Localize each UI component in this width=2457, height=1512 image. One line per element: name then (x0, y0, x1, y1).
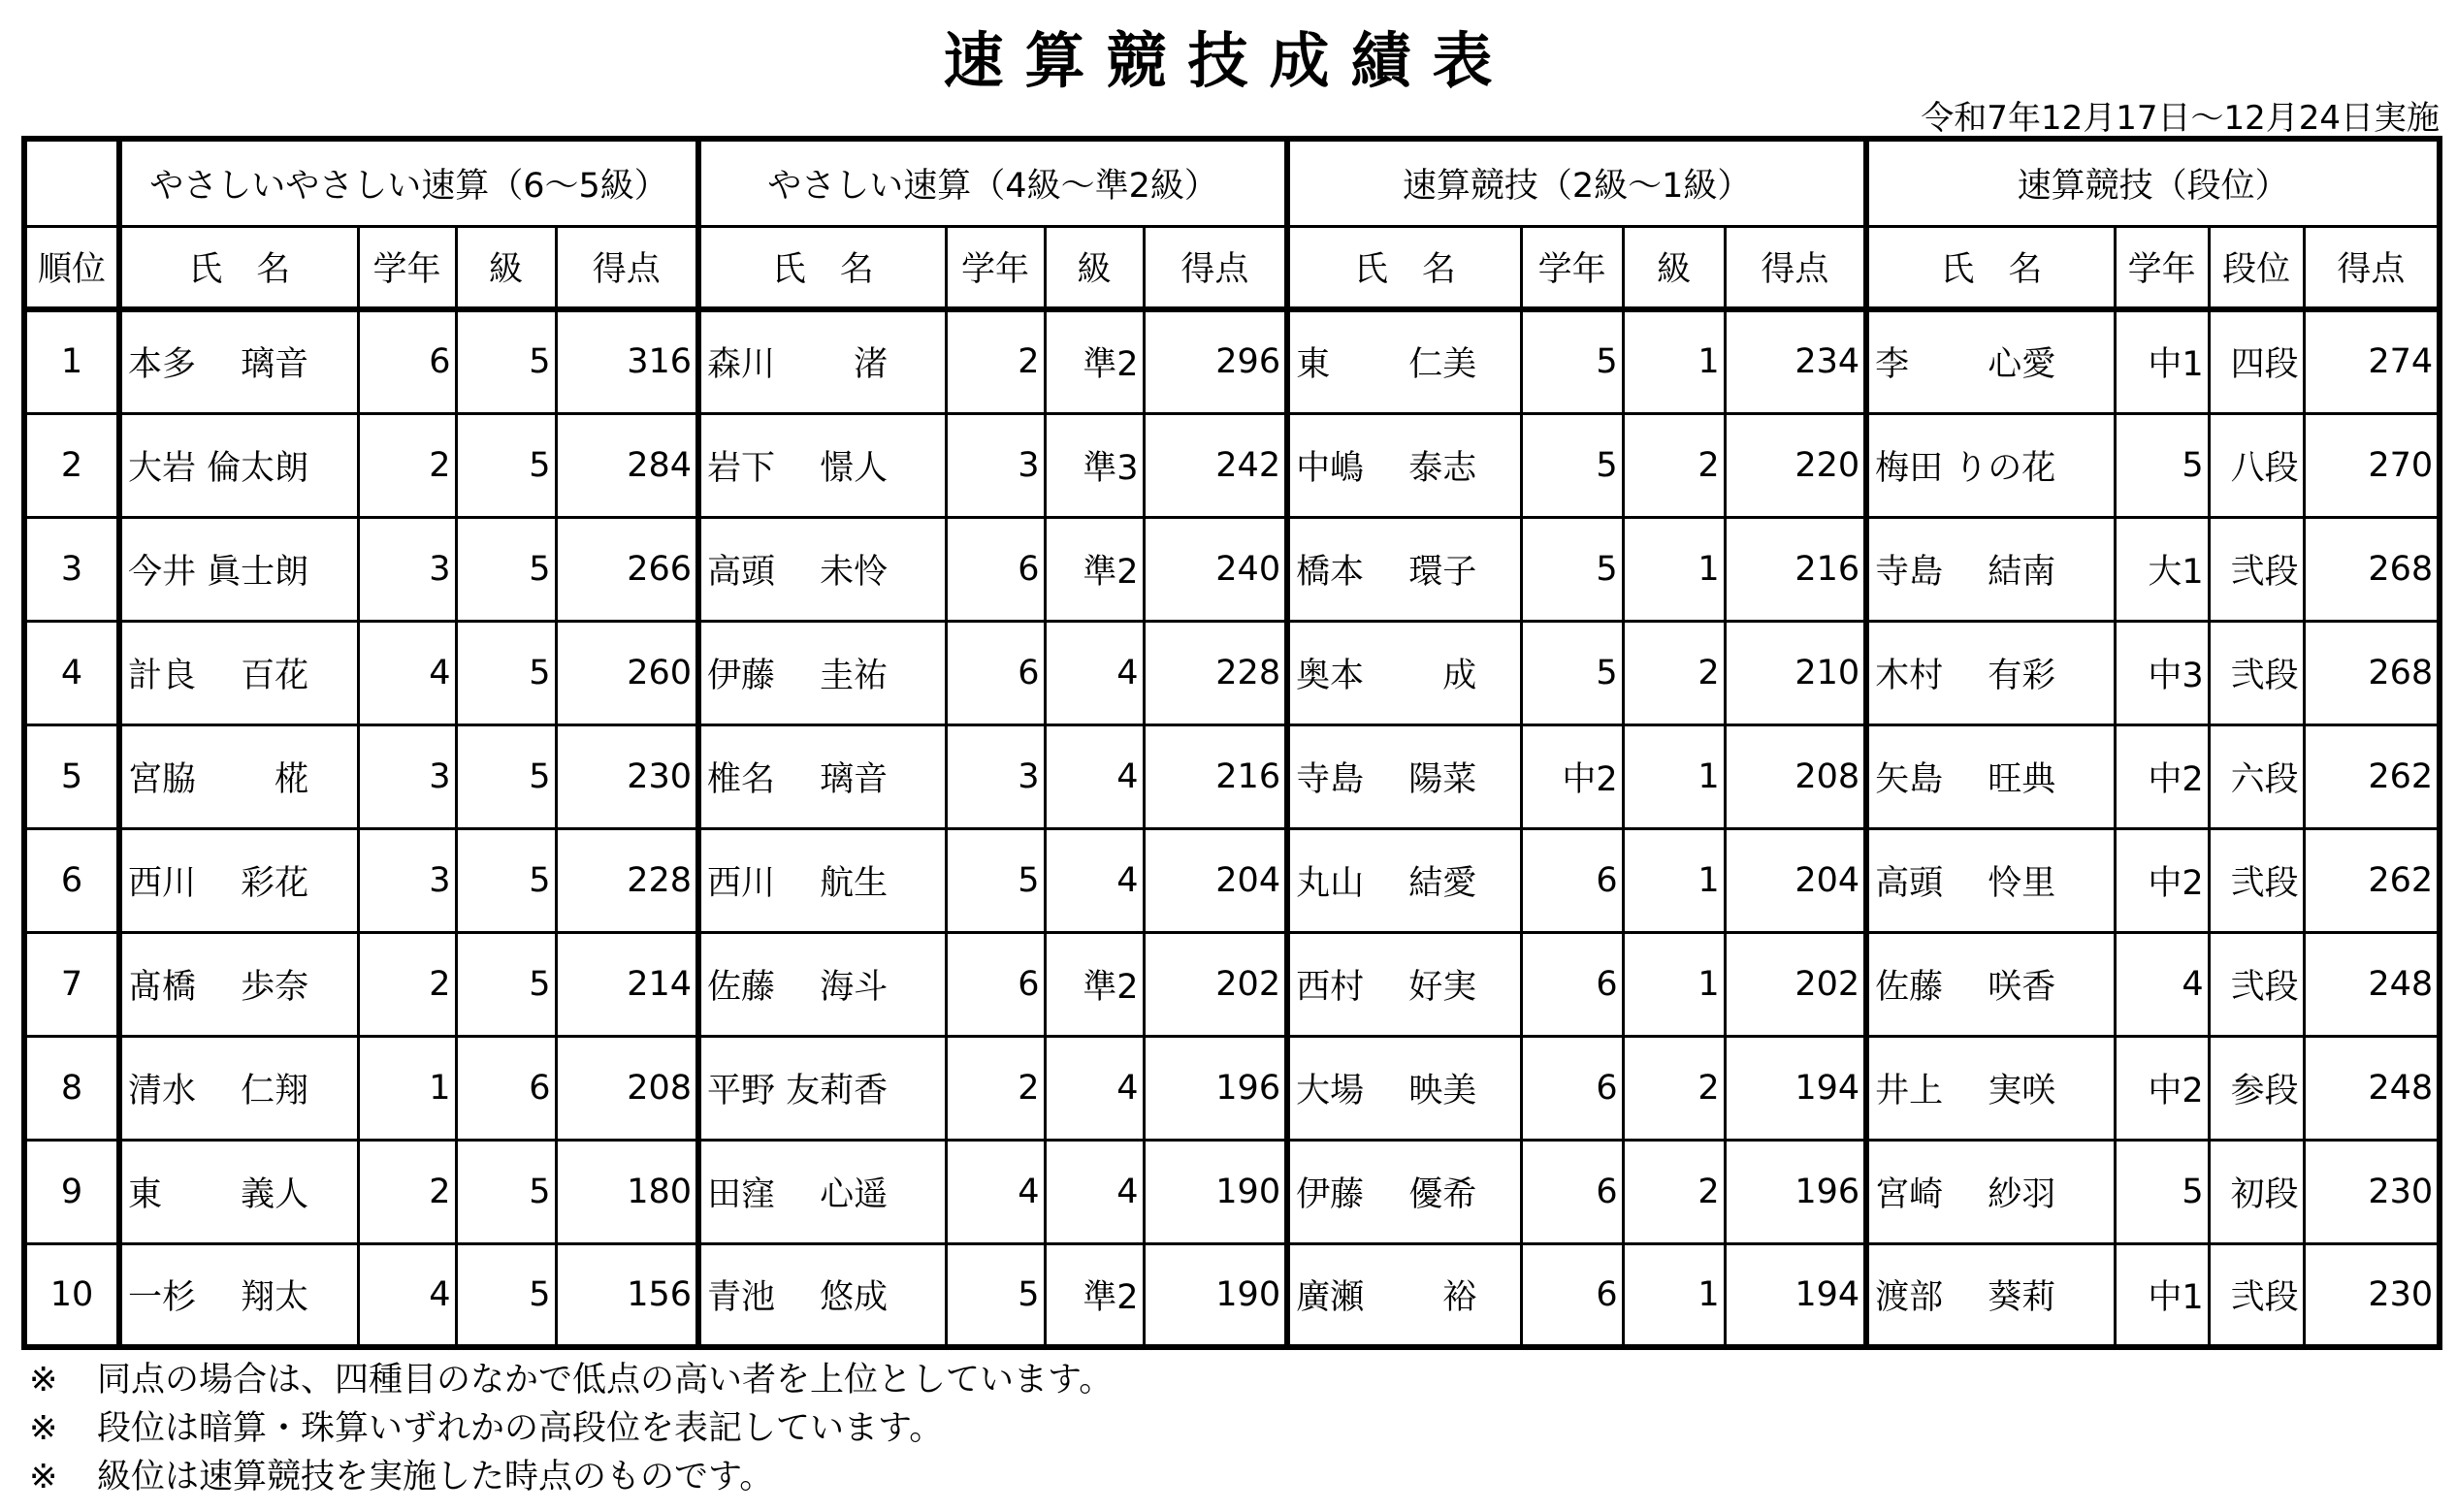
cell-score: 194 (1725, 1243, 1866, 1347)
cell-year: 6 (1521, 1036, 1623, 1140)
cell-name: 丸山 結愛 (1287, 828, 1521, 932)
group-heading: やさしいやさしい速算（6～5級） (119, 139, 698, 226)
cell-level: 2 (1623, 1140, 1725, 1243)
cell-score: 180 (556, 1140, 698, 1243)
cell-year: 5 (1521, 517, 1623, 621)
group-heading-row (24, 139, 2440, 226)
column-header-score: 得点 (1725, 226, 1866, 309)
cell-score: 234 (1725, 309, 1866, 413)
cell-score: 230 (2304, 1243, 2440, 1347)
cell-score: 230 (2304, 1140, 2440, 1243)
cell-rank: 9 (24, 1140, 119, 1243)
cell-year: 中2 (2115, 828, 2209, 932)
cell-score: 204 (1144, 828, 1287, 932)
column-header-name: 氏 名 (1287, 226, 1521, 309)
cell-level: 1 (1623, 517, 1725, 621)
cell-year: 中2 (2115, 1036, 2209, 1140)
cell-rank: 2 (24, 413, 119, 517)
cell-name: 平野 友莉香 (698, 1036, 946, 1140)
cell-name: 西村 好実 (1287, 932, 1521, 1036)
column-header-rank: 順位 (24, 226, 119, 309)
cell-level: 4 (1045, 1140, 1144, 1243)
column-header-year: 学年 (946, 226, 1045, 309)
cell-score: 196 (1144, 1036, 1287, 1140)
cell-name: 矢島 旺典 (1866, 724, 2115, 828)
table-row (24, 1036, 2440, 1140)
cell-rank: 4 (24, 621, 119, 724)
note-text: 同点の場合は、四種目のなかで低点の高い者を上位としています。 (97, 1361, 1114, 1399)
cell-level: 2 (1623, 413, 1725, 517)
cell-score: 190 (1144, 1140, 1287, 1243)
cell-year: 中1 (2115, 1243, 2209, 1347)
cell-level: 1 (1623, 828, 1725, 932)
cell-name: 高頭 怜里 (1866, 828, 2115, 932)
cell-level: 2 (1623, 621, 1725, 724)
cell-rank: 1 (24, 309, 119, 413)
cell-name: 梅田 りの花 (1866, 413, 2115, 517)
group-heading: 速算競技（段位） (1866, 139, 2440, 226)
cell-name: 今井 眞士朗 (119, 517, 358, 621)
cell-level: 弐段 (2209, 621, 2304, 724)
cell-name: 渡部 葵莉 (1866, 1243, 2115, 1347)
cell-level: 5 (456, 724, 556, 828)
cell-year: 5 (2115, 413, 2209, 517)
blank-corner-cell (24, 139, 119, 226)
cell-name: 西川 彩花 (119, 828, 358, 932)
cell-name: 青池 悠成 (698, 1243, 946, 1347)
cell-year: 6 (946, 517, 1045, 621)
cell-year: 5 (946, 1243, 1045, 1347)
column-header-level: 級 (1623, 226, 1725, 309)
cell-score: 230 (556, 724, 698, 828)
cell-score: 194 (1725, 1036, 1866, 1140)
cell-score: 210 (1725, 621, 1866, 724)
table-row (24, 621, 2440, 724)
group-heading: 速算競技（2級～1級） (1287, 139, 1866, 226)
cell-year: 3 (946, 724, 1045, 828)
cell-year: 3 (358, 828, 456, 932)
cell-year: 3 (358, 517, 456, 621)
group-heading: やさしい速算（4級～準2級） (698, 139, 1287, 226)
cell-score: 204 (1725, 828, 1866, 932)
cell-year: 2 (358, 1140, 456, 1243)
cell-score: 266 (556, 517, 698, 621)
cell-level: 4 (1045, 724, 1144, 828)
cell-level: 八段 (2209, 413, 2304, 517)
cell-name: 伊藤 圭祐 (698, 621, 946, 724)
cell-name: 奥本 成 (1287, 621, 1521, 724)
cell-year: 3 (358, 724, 456, 828)
cell-name: 椎名 璃音 (698, 724, 946, 828)
cell-level: 6 (456, 1036, 556, 1140)
cell-year: 5 (1521, 621, 1623, 724)
cell-name: 一杉 翔太 (119, 1243, 358, 1347)
cell-score: 242 (1144, 413, 1287, 517)
cell-level: 5 (456, 517, 556, 621)
cell-score: 214 (556, 932, 698, 1036)
cell-level: 1 (1623, 932, 1725, 1036)
cell-name: 佐藤 咲香 (1866, 932, 2115, 1036)
cell-name: 廣瀬 裕 (1287, 1243, 1521, 1347)
cell-name: 清水 仁翔 (119, 1036, 358, 1140)
cell-level: 準2 (1045, 309, 1144, 413)
cell-name: 大岩 倫太朗 (119, 413, 358, 517)
cell-name: 岩下 憬人 (698, 413, 946, 517)
cell-year: 5 (2115, 1140, 2209, 1243)
column-header-name: 氏 名 (698, 226, 946, 309)
cell-score: 156 (556, 1243, 698, 1347)
cell-name: 井上 実咲 (1866, 1036, 2115, 1140)
cell-level: 4 (1045, 621, 1144, 724)
cell-score: 270 (2304, 413, 2440, 517)
event-date: 令和7年12月17日～12月24日実施 (1921, 99, 2440, 138)
cell-level: 5 (456, 621, 556, 724)
cell-year: 4 (946, 1140, 1045, 1243)
cell-score: 202 (1725, 932, 1866, 1036)
cell-rank: 6 (24, 828, 119, 932)
cell-name: 東 仁美 (1287, 309, 1521, 413)
cell-year: 2 (946, 1036, 1045, 1140)
cell-level: 弐段 (2209, 828, 2304, 932)
results-body (24, 309, 2440, 1347)
table-row (24, 828, 2440, 932)
cell-year: 6 (946, 932, 1045, 1036)
cell-name: 本多 璃音 (119, 309, 358, 413)
cell-name: 森川 渚 (698, 309, 946, 413)
cell-year: 中2 (2115, 724, 2209, 828)
cell-year: 6 (946, 621, 1045, 724)
cell-score: 190 (1144, 1243, 1287, 1347)
cell-name: 橋本 環子 (1287, 517, 1521, 621)
cell-score: 220 (1725, 413, 1866, 517)
cell-name: 李 心愛 (1866, 309, 2115, 413)
cell-level: 1 (1623, 724, 1725, 828)
cell-level: 弐段 (2209, 932, 2304, 1036)
cell-score: 262 (2304, 724, 2440, 828)
column-header-year: 学年 (358, 226, 456, 309)
cell-level: 初段 (2209, 1140, 2304, 1243)
cell-year: 1 (358, 1036, 456, 1140)
cell-level: 弐段 (2209, 1243, 2304, 1347)
cell-year: 3 (946, 413, 1045, 517)
cell-level: 4 (1045, 1036, 1144, 1140)
cell-name: 寺島 陽菜 (1287, 724, 1521, 828)
cell-name: 東 義人 (119, 1140, 358, 1243)
column-header-level: 級 (1045, 226, 1144, 309)
cell-name: 髙橋 歩奈 (119, 932, 358, 1036)
cell-rank: 5 (24, 724, 119, 828)
page-title: 速算競技成績表 (943, 25, 1514, 96)
cell-year: 4 (2115, 932, 2209, 1036)
cell-rank: 8 (24, 1036, 119, 1140)
footnote (29, 1356, 1113, 1404)
cell-rank: 10 (24, 1243, 119, 1347)
column-header-score: 得点 (556, 226, 698, 309)
cell-level: 5 (456, 828, 556, 932)
cell-level: 1 (1623, 309, 1725, 413)
cell-score: 248 (2304, 932, 2440, 1036)
cell-name: 大場 映美 (1287, 1036, 1521, 1140)
cell-score: 216 (1725, 517, 1866, 621)
table-row (24, 309, 2440, 413)
cell-year: 6 (1521, 932, 1623, 1036)
cell-level: 2 (1623, 1036, 1725, 1140)
cell-level: 六段 (2209, 724, 2304, 828)
table-row (24, 413, 2440, 517)
cell-score: 268 (2304, 517, 2440, 621)
column-header-name: 氏 名 (1866, 226, 2115, 309)
column-header-row (24, 226, 2440, 309)
cell-name: 宮脇 椛 (119, 724, 358, 828)
cell-year: 6 (1521, 1243, 1623, 1347)
cell-year: 2 (358, 932, 456, 1036)
footnote (29, 1404, 1113, 1453)
footnote (29, 1453, 1113, 1501)
cell-score: 296 (1144, 309, 1287, 413)
footnotes (29, 1356, 1113, 1501)
cell-name: 伊藤 優希 (1287, 1140, 1521, 1243)
cell-score: 228 (1144, 621, 1287, 724)
column-header-score: 得点 (2304, 226, 2440, 309)
cell-score: 202 (1144, 932, 1287, 1036)
cell-level: 5 (456, 413, 556, 517)
cell-name: 木村 有彩 (1866, 621, 2115, 724)
cell-level: 四段 (2209, 309, 2304, 413)
cell-rank: 7 (24, 932, 119, 1036)
results-table (21, 136, 2442, 1350)
cell-score: 274 (2304, 309, 2440, 413)
cell-level: 参段 (2209, 1036, 2304, 1140)
cell-level: 5 (456, 932, 556, 1036)
cell-level: 弐段 (2209, 517, 2304, 621)
table-row (24, 1140, 2440, 1243)
cell-level: 準2 (1045, 1243, 1144, 1347)
column-header-dan: 段位 (2209, 226, 2304, 309)
cell-level: 準2 (1045, 932, 1144, 1036)
cell-score: 268 (2304, 621, 2440, 724)
cell-level: 準2 (1045, 517, 1144, 621)
cell-name: 計良 百花 (119, 621, 358, 724)
cell-year: 4 (358, 621, 456, 724)
cell-rank: 3 (24, 517, 119, 621)
cell-score: 216 (1144, 724, 1287, 828)
cell-score: 240 (1144, 517, 1287, 621)
cell-level: 5 (456, 1243, 556, 1347)
note-text: 級位は速算競技を実施した時点のものです。 (97, 1458, 774, 1496)
cell-year: 6 (1521, 1140, 1623, 1243)
cell-score: 228 (556, 828, 698, 932)
cell-level: 5 (456, 309, 556, 413)
note-mark: ※ (29, 1458, 58, 1496)
cell-year: 大1 (2115, 517, 2209, 621)
cell-year: 2 (358, 413, 456, 517)
cell-name: 寺島 結南 (1866, 517, 2115, 621)
cell-level: 1 (1623, 1243, 1725, 1347)
column-header-year: 学年 (2115, 226, 2209, 309)
column-header-name: 氏 名 (119, 226, 358, 309)
cell-year: 中2 (1521, 724, 1623, 828)
cell-name: 田窪 心遥 (698, 1140, 946, 1243)
cell-year: 5 (1521, 309, 1623, 413)
cell-score: 196 (1725, 1140, 1866, 1243)
table-row (24, 724, 2440, 828)
cell-level: 準3 (1045, 413, 1144, 517)
table-row (24, 932, 2440, 1036)
cell-name: 佐藤 海斗 (698, 932, 946, 1036)
column-header-score: 得点 (1144, 226, 1287, 309)
cell-year: 6 (1521, 828, 1623, 932)
cell-score: 284 (556, 413, 698, 517)
note-text: 段位は暗算・珠算いずれかの高段位を表記しています。 (97, 1409, 944, 1448)
note-mark: ※ (29, 1409, 58, 1448)
column-header-year: 学年 (1521, 226, 1623, 309)
cell-year: 中3 (2115, 621, 2209, 724)
cell-name: 中嶋 泰志 (1287, 413, 1521, 517)
cell-name: 高頭 未怜 (698, 517, 946, 621)
cell-level: 5 (456, 1140, 556, 1243)
cell-level: 4 (1045, 828, 1144, 932)
cell-year: 2 (946, 309, 1045, 413)
table-row (24, 517, 2440, 621)
cell-name: 西川 航生 (698, 828, 946, 932)
cell-score: 208 (1725, 724, 1866, 828)
cell-year: 中1 (2115, 309, 2209, 413)
cell-year: 6 (358, 309, 456, 413)
table-row (24, 1243, 2440, 1347)
cell-score: 260 (556, 621, 698, 724)
cell-score: 248 (2304, 1036, 2440, 1140)
cell-score: 316 (556, 309, 698, 413)
cell-name: 宮崎 紗羽 (1866, 1140, 2115, 1243)
column-header-level: 級 (456, 226, 556, 309)
cell-score: 262 (2304, 828, 2440, 932)
note-mark: ※ (29, 1361, 58, 1399)
cell-year: 4 (358, 1243, 456, 1347)
cell-score: 208 (556, 1036, 698, 1140)
cell-year: 5 (1521, 413, 1623, 517)
cell-year: 5 (946, 828, 1045, 932)
